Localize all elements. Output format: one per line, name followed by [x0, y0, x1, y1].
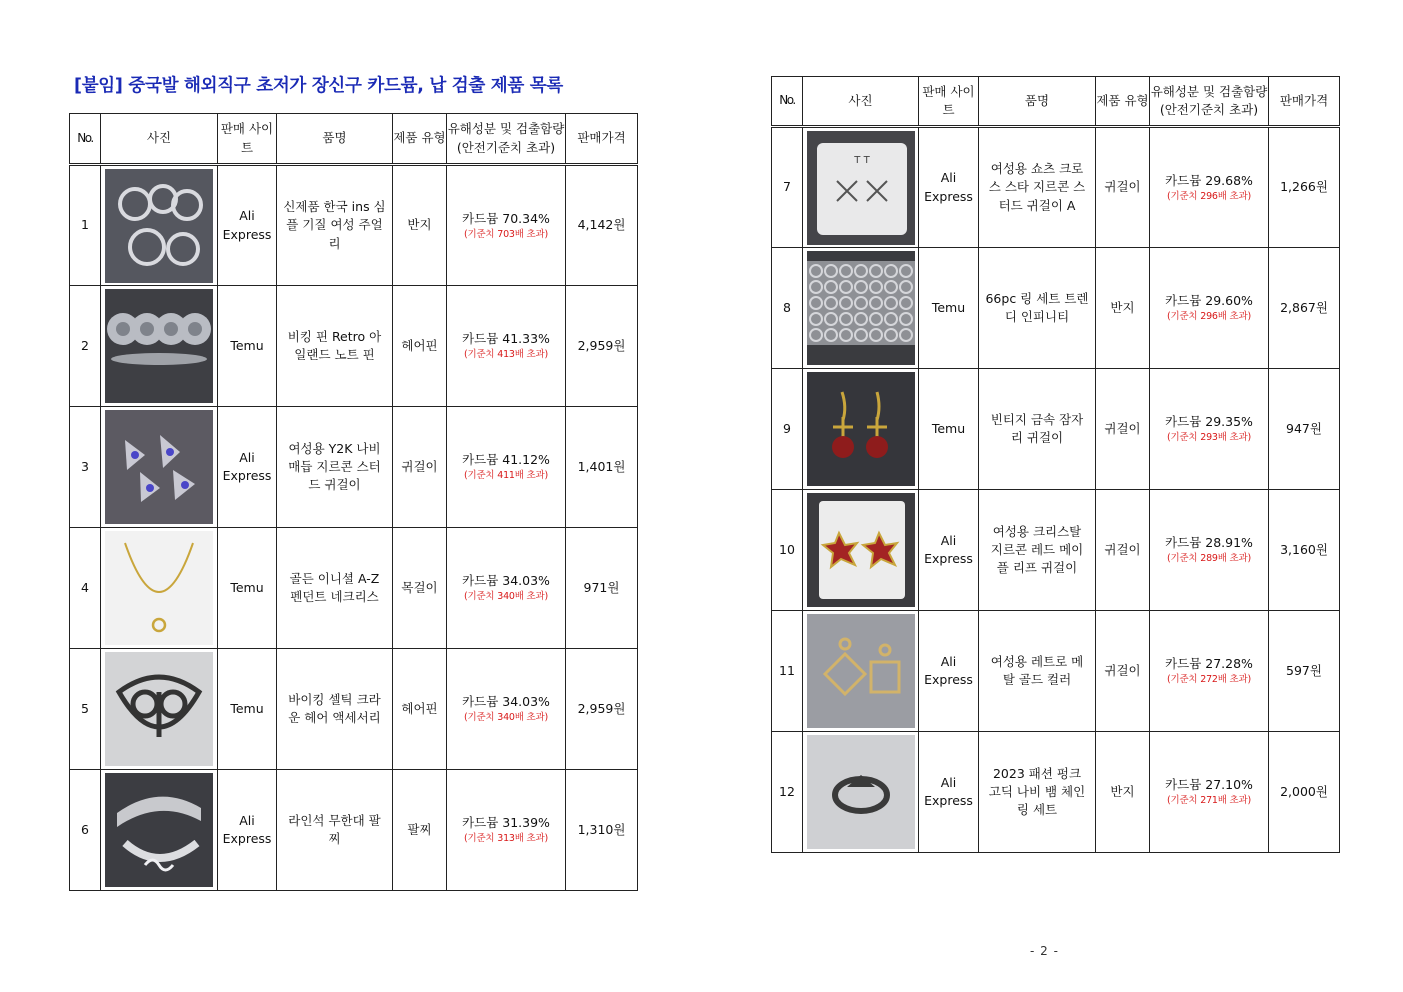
product-detection-cell	[447, 528, 566, 649]
excess-note: (기준치 340배 초과)	[463, 591, 549, 603]
table-row	[772, 611, 1340, 732]
product-name: 라인석 무한대 팔찌	[277, 770, 393, 891]
header-no: No.	[70, 114, 101, 165]
butterfly-earrings-icon	[105, 410, 213, 524]
product-name: 골든 이니셜 A-Z 펜던트 네크리스	[277, 528, 393, 649]
detect-value: 카드뮴 41.12%	[462, 452, 550, 468]
product-photo-cell	[101, 165, 218, 286]
product-type: 반지	[393, 165, 447, 286]
product-site: Ali Express	[919, 490, 979, 611]
detect-value: 카드뮴 41.33%	[462, 331, 550, 347]
header-site: 판매 사이트	[919, 77, 979, 127]
table-row	[70, 770, 638, 891]
header-detect: 유해성분 및 검출함량 (안전기준치 초과)	[1150, 77, 1269, 127]
product-detection-cell	[447, 770, 566, 891]
product-price: 2,000원	[1269, 732, 1340, 853]
svg-text:T T: T T	[853, 154, 870, 166]
product-no: 11	[772, 611, 803, 732]
excess-note: (기준치 296배 초과)	[1166, 190, 1252, 202]
header-type: 제품 유형	[1096, 77, 1150, 127]
product-price: 1,266원	[1269, 127, 1340, 248]
excess-note: (기준치 413배 초과)	[463, 349, 549, 361]
product-site: Temu	[218, 286, 277, 407]
table-row	[772, 248, 1340, 369]
excess-note: (기준치 340배 초과)	[463, 712, 549, 724]
table-row	[70, 407, 638, 528]
product-price: 3,160원	[1269, 490, 1340, 611]
product-photo-cell	[803, 248, 919, 369]
header-price: 판매가격	[566, 114, 638, 165]
product-site: Temu	[218, 649, 277, 770]
detect-value: 카드뮴 31.39%	[462, 815, 550, 831]
necklace-icon	[105, 531, 213, 645]
ring-set-icon	[807, 251, 915, 365]
celtic-knot-icon	[105, 652, 213, 766]
detect-value: 카드뮴 70.34%	[462, 210, 550, 226]
detect-value: 카드뮴 27.28%	[1165, 656, 1253, 672]
header-name: 품명	[277, 114, 393, 165]
product-no: 5	[70, 649, 101, 770]
excess-note: (기준치 293배 초과)	[1166, 432, 1252, 444]
header-name: 품명	[979, 77, 1096, 127]
product-detection-cell	[447, 286, 566, 407]
product-site: Ali Express	[218, 407, 277, 528]
product-site: Temu	[218, 528, 277, 649]
product-photo-cell	[803, 732, 919, 853]
product-site: Ali Express	[919, 732, 979, 853]
detect-value: 카드뮴 29.35%	[1165, 414, 1253, 430]
product-price: 2,959원	[566, 286, 638, 407]
table-header-row	[70, 114, 638, 165]
product-photo-cell	[803, 369, 919, 490]
product-site: Temu	[919, 248, 979, 369]
excess-note: (기준치 411배 초과)	[463, 470, 549, 482]
product-name: 여성용 Y2K 나비 매듭 지르콘 스터드 귀걸이	[277, 407, 393, 528]
product-no: 3	[70, 407, 101, 528]
product-site: Ali Express	[919, 127, 979, 248]
product-table-left	[69, 113, 638, 891]
product-photo-cell	[803, 490, 919, 611]
product-photo-cell	[101, 528, 218, 649]
detect-value: 카드뮴 34.03%	[462, 573, 550, 589]
product-photo-cell	[101, 407, 218, 528]
product-photo-cell	[803, 611, 919, 732]
product-price: 597원	[1269, 611, 1340, 732]
square-earrings-icon	[807, 614, 915, 728]
product-no: 9	[772, 369, 803, 490]
product-no: 10	[772, 490, 803, 611]
detect-value: 카드뮴 27.10%	[1165, 777, 1253, 793]
product-detection-cell	[1150, 248, 1269, 369]
product-type: 헤어핀	[393, 286, 447, 407]
product-detection-cell	[1150, 369, 1269, 490]
product-name: 바이킹 셀틱 크라운 헤어 액세서리	[277, 649, 393, 770]
product-site: Temu	[919, 369, 979, 490]
table-row	[70, 649, 638, 770]
bracelet-icon	[105, 773, 213, 887]
table-row	[70, 165, 638, 286]
header-detect: 유해성분 및 검출함량 (안전기준치 초과)	[447, 114, 566, 165]
product-detection-cell	[447, 165, 566, 286]
product-name: 여성용 쇼츠 크로스 스타 지르콘 스터드 귀걸이 A	[979, 127, 1096, 248]
table-row	[70, 286, 638, 407]
excess-note: (기준치 313배 초과)	[463, 833, 549, 845]
product-type: 반지	[1096, 732, 1150, 853]
table-row	[772, 490, 1340, 611]
product-price: 1,401원	[566, 407, 638, 528]
header-price: 판매가격	[1269, 77, 1340, 127]
excess-note: (기준치 296배 초과)	[1166, 311, 1252, 323]
dragonfly-earrings-icon	[807, 372, 915, 486]
product-photo-cell	[101, 649, 218, 770]
product-no: 1	[70, 165, 101, 286]
product-detection-cell	[447, 407, 566, 528]
excess-note: (기준치 703배 초과)	[463, 228, 549, 240]
product-site: Ali Express	[919, 611, 979, 732]
product-no: 2	[70, 286, 101, 407]
product-price: 2,867원	[1269, 248, 1340, 369]
product-table-right	[771, 76, 1340, 853]
product-type: 귀걸이	[1096, 127, 1150, 248]
product-type: 반지	[1096, 248, 1150, 369]
product-price: 4,142원	[566, 165, 638, 286]
product-type: 귀걸이	[1096, 369, 1150, 490]
product-detection-cell	[1150, 127, 1269, 248]
product-type: 헤어핀	[393, 649, 447, 770]
product-name: 2023 패션 펑크 고딕 나비 뱀 체인 링 세트	[979, 732, 1096, 853]
excess-note: (기준치 271배 초과)	[1166, 795, 1252, 807]
product-type: 귀걸이	[1096, 490, 1150, 611]
product-price: 971원	[566, 528, 638, 649]
product-type: 목걸이	[393, 528, 447, 649]
sunflower-hairpin-icon	[105, 289, 213, 403]
product-photo-cell	[101, 770, 218, 891]
product-name: 신제품 한국 ins 심플 기질 여성 주얼리	[277, 165, 393, 286]
table-row	[772, 732, 1340, 853]
maple-earrings-icon	[807, 493, 915, 607]
page-number: - 2 -	[1030, 944, 1059, 958]
product-site: Ali Express	[218, 770, 277, 891]
product-detection-cell	[447, 649, 566, 770]
header-photo: 사진	[803, 77, 919, 127]
product-name: 빈티지 금속 잠자리 귀걸이	[979, 369, 1096, 490]
table-row	[70, 528, 638, 649]
page-title: [붙임] 중국발 해외직구 초저가 장신구 카드뮴, 납 검출 제품 목록	[74, 76, 564, 96]
product-no: 7	[772, 127, 803, 248]
product-type: 귀걸이	[393, 407, 447, 528]
product-detection-cell	[1150, 732, 1269, 853]
product-name: 비킹 핀 Retro 아일랜드 노트 핀	[277, 286, 393, 407]
excess-note: (기준치 289배 초과)	[1166, 553, 1252, 565]
product-no: 12	[772, 732, 803, 853]
gothic-ring-icon	[807, 735, 915, 849]
product-no: 6	[70, 770, 101, 891]
header-type: 제품 유형	[393, 114, 447, 165]
product-name: 여성용 레트로 메탈 골드 컬러	[979, 611, 1096, 732]
excess-note: (기준치 272배 초과)	[1166, 674, 1252, 686]
star-earrings-icon	[807, 131, 915, 245]
header-photo: 사진	[101, 114, 218, 165]
detect-value: 카드뮴 28.91%	[1165, 535, 1253, 551]
product-price: 1,310원	[566, 770, 638, 891]
product-name: 66pc 링 세트 트렌디 인피니티	[979, 248, 1096, 369]
product-no: 8	[772, 248, 803, 369]
table-header-row	[772, 77, 1340, 127]
product-name: 여성용 크리스탈 지르콘 레드 메이플 리프 귀걸이	[979, 490, 1096, 611]
header-no: No.	[772, 77, 803, 127]
detect-value: 카드뮴 34.03%	[462, 694, 550, 710]
product-price: 947원	[1269, 369, 1340, 490]
product-price: 2,959원	[566, 649, 638, 770]
product-site: Ali Express	[218, 165, 277, 286]
detect-value: 카드뮴 29.60%	[1165, 293, 1253, 309]
table-row	[772, 369, 1340, 490]
product-type: 팔찌	[393, 770, 447, 891]
product-photo-cell	[101, 286, 218, 407]
product-detection-cell	[1150, 490, 1269, 611]
product-no: 4	[70, 528, 101, 649]
table-row	[772, 127, 1340, 248]
product-detection-cell	[1150, 611, 1269, 732]
rings-icon	[105, 169, 213, 283]
header-site: 판매 사이트	[218, 114, 277, 165]
product-photo-cell	[803, 127, 919, 248]
detect-value: 카드뮴 29.68%	[1165, 172, 1253, 188]
product-type: 귀걸이	[1096, 611, 1150, 732]
